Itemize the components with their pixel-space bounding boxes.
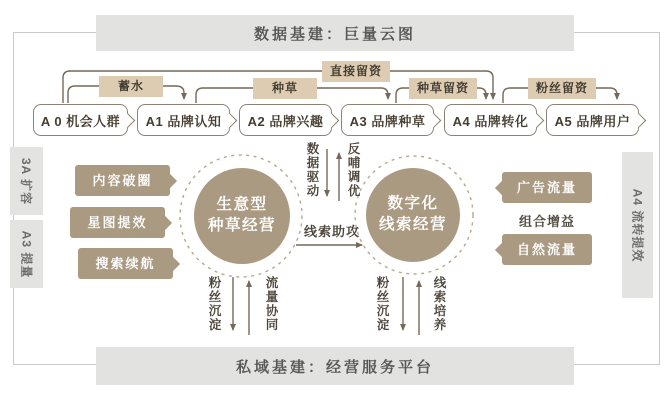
hub-leads-line1: 数字化: [387, 195, 439, 213]
tab-3a-expand-label: 3A 扩容: [19, 157, 34, 205]
tactic-ad-traffic: [502, 172, 592, 203]
flow-label-zhongcao: 种草: [253, 78, 317, 99]
stage-box-a1: [137, 104, 230, 136]
stage-a1-label: A1 品牌认知: [145, 113, 222, 129]
flow-label-zhijie-liuzi: 直接留资: [322, 61, 390, 82]
flow-label-fensi-liuzi: 粉丝留资: [528, 78, 596, 99]
tactic-star-map-boost: [70, 207, 165, 238]
hub-digital-leads-operation: [366, 168, 460, 262]
stage-a4-label: A4 品牌转化: [452, 113, 529, 129]
tab-a3-boost: [10, 220, 43, 288]
tab-a4-conversion-efficiency: [622, 152, 653, 298]
label-feedback-tune: 反哺调优: [346, 142, 360, 198]
stage-box-a0: [33, 104, 128, 136]
label-lead-assist: 线索助攻: [303, 224, 360, 239]
tactic-organic-traffic-label: 自然流量: [516, 242, 577, 257]
tactic-content-breakout-label: 内容破圈: [92, 173, 153, 188]
stage-box-a3: [341, 104, 434, 136]
stage-a0-label: A 0 机会人群: [40, 113, 121, 129]
flow-label-zhongcao-liuzi: 种草留资: [409, 78, 477, 99]
bottom-banner: 私域基建：经营服务平台: [96, 347, 574, 385]
stage-a3-label: A3 品牌种草: [349, 113, 426, 129]
flow-label-xushui: 蓄水: [99, 76, 163, 97]
tactic-content-breakout: [75, 165, 170, 196]
stage-box-a4: [444, 104, 537, 136]
tactic-combo-gain-label: 组合增益: [518, 214, 575, 229]
tab-3a-expand: [10, 147, 43, 215]
hub-seeding-line1: 生意型: [216, 196, 268, 214]
tactic-ad-traffic-label: 广告流量: [516, 180, 577, 195]
label-fan-deposit-left: 粉丝沉淀: [207, 276, 221, 332]
hub-seeding-operation: [194, 168, 290, 264]
stage-box-a5: [546, 104, 639, 136]
top-banner: 数据基建：巨量云图: [96, 15, 574, 51]
tab-a3-boost-label: A3 提量: [19, 230, 33, 278]
tactic-search-endurance-label: 搜索续航: [95, 256, 156, 271]
tab-a4-conversion-efficiency-label: A4 流转提效: [630, 188, 644, 262]
stage-a5-label: A5 品牌用户: [554, 113, 631, 129]
hub-leads-line2: 线索经营: [378, 216, 447, 233]
label-traffic-synergy: 流量协同: [264, 276, 278, 332]
hub-seeding-line2: 种草经营: [207, 217, 276, 234]
label-data-drive: 数据驱动: [305, 142, 319, 198]
label-lead-nurture: 线索培养: [432, 276, 446, 332]
stage-box-a2: [239, 104, 332, 136]
tactic-search-endurance: [78, 248, 173, 279]
label-fan-deposit-right: 粉丝沉淀: [375, 276, 389, 332]
tactic-star-map-boost-label: 星图提效: [87, 215, 148, 230]
stage-a2-label: A2 品牌兴趣: [247, 113, 324, 129]
tactic-organic-traffic: [502, 234, 592, 265]
